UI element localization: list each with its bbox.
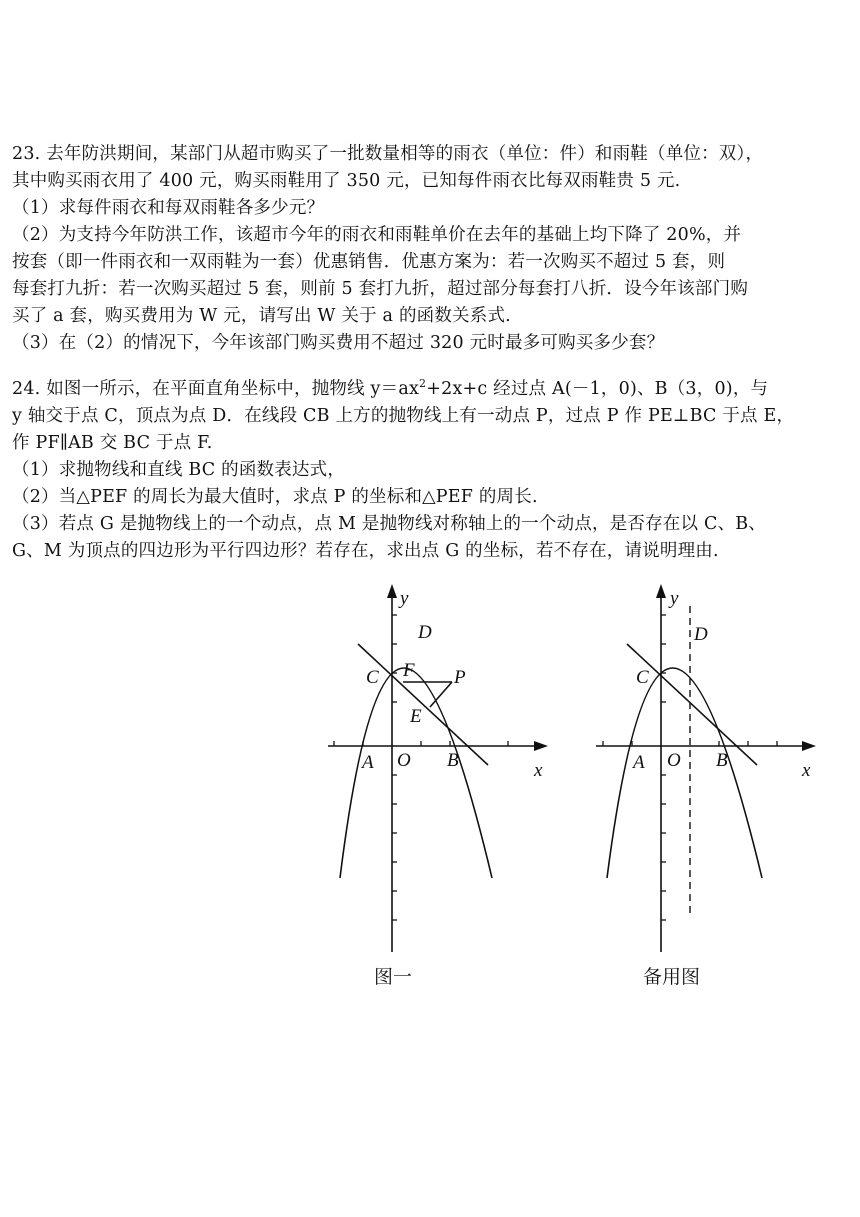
q24-line-7: G、M 为顶点的四边形为平行四边形？若存在，求出点 G 的坐标，若不存在，请说明理由. — [12, 541, 719, 561]
fig1-label-a: A — [362, 752, 374, 773]
fig1-x-arrow — [534, 741, 548, 751]
fig1-ticks — [334, 615, 508, 920]
q24-line-1-exponent: 2 — [419, 377, 427, 391]
q23-line-7: 买了 a 套，购买费用为 W 元，请写出 W 关于 a 的函数关系式. — [12, 306, 511, 326]
fig2-label-b: B — [716, 750, 728, 771]
q24-line-3: 作 PF∥AB 交 BC 于点 F. — [12, 433, 213, 453]
q24-line-6: （3）若点 G 是抛物线上的一个动点，点 M 是抛物线对称轴上的一个动点，是否存在以 C、B、 — [12, 514, 766, 534]
fig1-label-b: B — [447, 750, 459, 771]
fig2-label-x: x — [802, 760, 811, 781]
q23-line-5: 按套（即一件雨衣和一双雨鞋为一套）优惠销售．优惠方案为：若一次购买不超过 5 套，则 — [12, 252, 726, 272]
q24-line-1-post: +2x+c 经过点 A(－1，0)、B（3，0)，与 — [426, 379, 769, 399]
q24-line-5: （2）当△PEF 的周长为最大值时，求点 P 的坐标和△PEF 的周长. — [12, 487, 538, 507]
fig1-label-p: P — [454, 667, 466, 688]
q23-line-2: 其中购买雨衣用了 400 元，购买雨鞋用了 350 元，已知每件雨衣比每双雨鞋贵 5 元. — [12, 171, 681, 191]
fig2-parabola — [607, 668, 762, 878]
fig1-parabola — [340, 668, 492, 878]
q24-line-1-pre: 24. 如图一所示，在平面直角坐标中，抛物线 y＝ax — [12, 379, 420, 399]
fig1-line-bc — [358, 644, 488, 765]
q23-line-1: 23. 去年防洪期间，某部门从超市购买了一批数量相等的雨衣（单位：件）和雨鞋（单位：双）， — [12, 144, 764, 164]
fig2-label-a: A — [633, 752, 645, 773]
fig1-label-d: D — [418, 622, 432, 643]
fig2-x-arrow — [802, 741, 816, 751]
fig1-y-arrow — [387, 584, 397, 598]
q23-line-6: 每套打九折：若一次购买超过 5 套，则前 5 套打九折，超过部分每套打八折．设今年该部门购 — [12, 279, 749, 299]
q23-line-3: （1）求每件雨衣和每双雨鞋各多少元？ — [12, 198, 325, 218]
figure-2 — [590, 578, 830, 990]
figure-1 — [320, 578, 560, 990]
fig2-line-bc — [627, 644, 757, 765]
fig1-label-y: y — [400, 588, 409, 609]
fig1-label-o: O — [397, 750, 411, 771]
q23-line-4: （2）为支持今年防洪工作，该超市今年的雨衣和雨鞋单价在去年的基础上均下降了 20%，并 — [12, 225, 742, 245]
fig1-label-x: x — [534, 760, 543, 781]
q24-line-1 — [12, 378, 768, 400]
q24-line-2: y 轴交于点 C，顶点为点 D．在线段 CB 上方的抛物线上有一动点 P，过点 P 作 PE⊥BC 于点 E， — [12, 406, 795, 426]
fig2-label-c: C — [636, 667, 649, 688]
fig2-label-d: D — [694, 624, 708, 645]
fig1-label-f: F — [403, 660, 415, 681]
fig2-label-y: y — [670, 588, 679, 609]
fig1-label-e: E — [410, 706, 422, 727]
fig2-caption: 备用图 — [643, 966, 701, 988]
q24-line-4: （1）求抛物线和直线 BC 的函数表达式， — [12, 460, 346, 480]
fig1-label-c: C — [366, 667, 379, 688]
fig2-y-arrow — [656, 584, 666, 598]
fig1-caption: 图一 — [374, 966, 413, 988]
fig2-label-o: O — [667, 750, 681, 771]
q23-line-8: （3）在（2）的情况下，今年该部门购买费用不超过 320 元时最多可购买多少套？ — [12, 333, 665, 353]
